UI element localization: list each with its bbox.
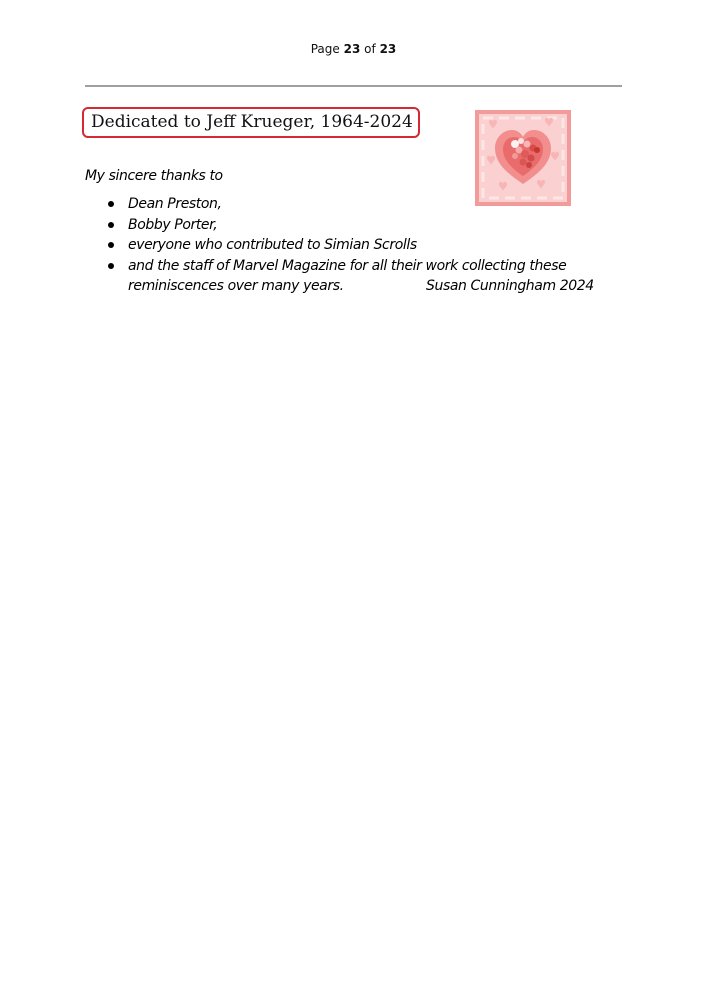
heart-icon — [475, 110, 571, 206]
thanks-item-text: Dean Preston, — [128, 196, 222, 212]
list-item — [128, 256, 608, 277]
header-divider — [85, 85, 622, 87]
thanks-item-text: Bobby Porter, — [128, 216, 218, 233]
list-item — [128, 235, 608, 256]
page-label: Page — [310, 42, 340, 56]
thanks-item-continuation: reminiscences over many years. — [128, 278, 344, 294]
thanks-intro: My sincere thanks to — [85, 168, 223, 184]
thanks-item-text: everyone who contributed to Simian Scrolls — [128, 237, 417, 253]
current-page-number: 23 — [343, 42, 361, 56]
page-of-label: of — [364, 42, 376, 56]
dedication-title: Dedicated to Jeff Krueger, 1964-2024 — [82, 107, 420, 138]
heart-image — [475, 110, 571, 206]
list-item — [128, 194, 608, 215]
thanks-list — [128, 194, 608, 297]
list-continuation — [128, 276, 608, 297]
signature: Susan Cunningham 2024 — [426, 278, 594, 294]
list-item — [128, 215, 608, 236]
total-page-number: 23 — [379, 42, 397, 56]
page-number-header — [0, 42, 707, 56]
thanks-item-text: and the staff of Marvel Magazine for all their work collecting these — [128, 257, 567, 274]
